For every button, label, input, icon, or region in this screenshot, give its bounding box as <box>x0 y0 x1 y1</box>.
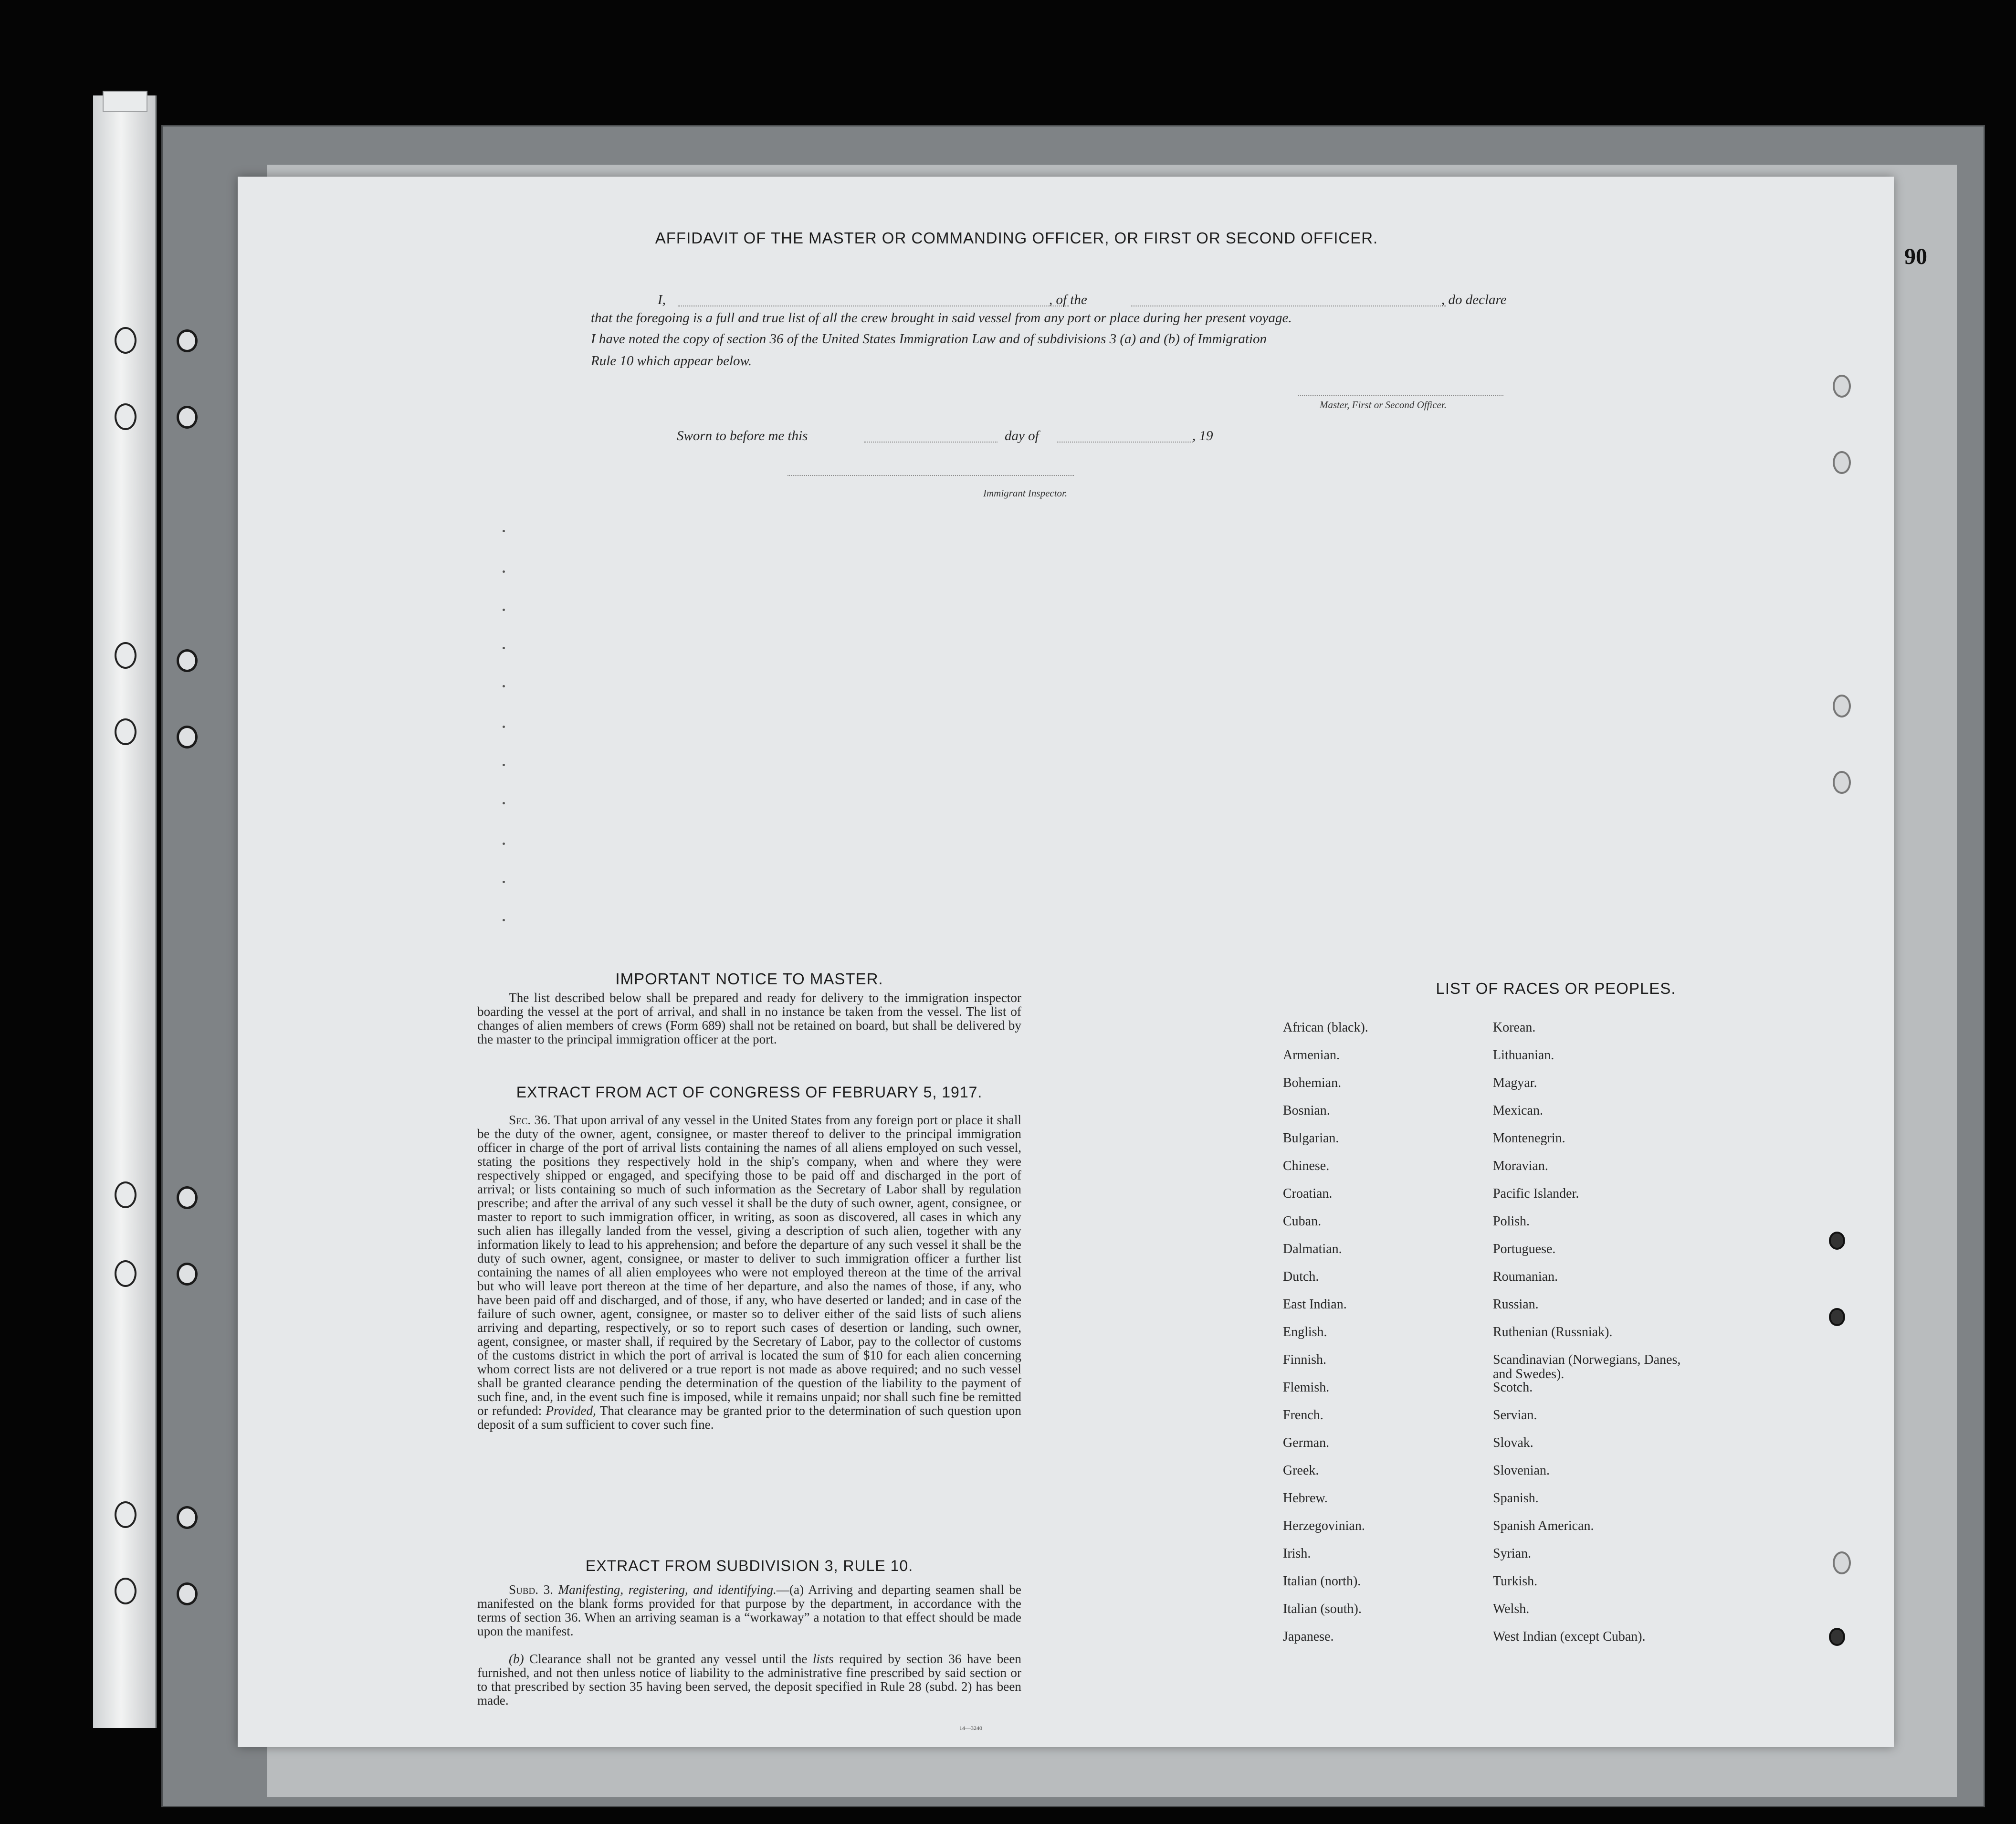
binder-hole <box>115 1501 136 1528</box>
page-edge-hole <box>1833 695 1851 717</box>
race-item: Chinese. <box>1283 1159 1330 1173</box>
race-item: Russian. <box>1493 1297 1539 1312</box>
margin-mark <box>503 647 505 649</box>
page-punch-hole <box>177 406 198 429</box>
race-item: Welsh. <box>1493 1602 1530 1616</box>
race-item: German. <box>1283 1435 1330 1450</box>
sworn-day-blank <box>864 442 998 443</box>
race-item: Cuban. <box>1283 1214 1322 1229</box>
notice-paragraph-text: The list described below shall be prepared and ready for delivery to the immigration inspector boarding the vessel at the port of arrival, and shall in no instance be taken from the vessel. The list of changes of alien members of crews (Form 689) shall not be retained on board, but shall be delivered by the master to the principal immigration officer at the port. <box>477 991 1021 1046</box>
extract-rule-para-b <box>477 1652 1021 1708</box>
page-punch-hole <box>177 649 198 672</box>
notice-heading: IMPORTANT NOTICE TO MASTER. <box>615 970 883 988</box>
provided-word: Provided, <box>546 1403 596 1418</box>
para-b-text-1: Clearance shall not be granted any vessel until the <box>529 1652 808 1666</box>
page-punch-hole <box>177 1186 198 1209</box>
notice-paragraph <box>477 991 1021 1046</box>
races-column-2 <box>1493 1021 1684 1657</box>
page-punch-hole <box>177 1263 198 1286</box>
race-item: Mexican. <box>1493 1103 1543 1118</box>
margin-mark <box>503 726 505 728</box>
race-item: Syrian. <box>1493 1546 1532 1561</box>
inspector-caption: Immigrant Inspector. <box>983 487 1068 499</box>
para-b-text-2: required by section 36 have been furnished, and not then unless notice of liability to the administrative fine prescribed by said section or to that prescribed by section 35 having been served, the deposit specified in Rule 28 (subd. 2) has been made. <box>477 1652 1022 1708</box>
race-item: Servian. <box>1493 1408 1537 1423</box>
race-item: Korean. <box>1493 1020 1536 1035</box>
para-b-label: (b) <box>509 1652 524 1666</box>
race-item: Finnish. <box>1283 1352 1327 1367</box>
section-36-text: That upon arrival of any vessel in the United States from any foreign port or place it shall be the duty of the owner, agent, consignee, or master thereof to deliver to the principal immigration officer in charge of the port of arrival lists containing the names of all aliens employed on such vessel, stating the positions they respectively hold in the ship's company, when and where they were respectively shipped or engaged, and specifying those to be paid off and discharged in the port of arrival; or lists containing so much of such information as the Secretary of Labor shall by regulation prescribe; and after the arrival of any such vessel it shall be the duty of such owner, agent, consignee, or master to report to such immigration officer, in writing, as soon as discovered, all cases in which any such alien has illegally landed from the vessel, giving a description of such alien, together with any information likely to lead to his apprehension; and before the departure of any such vessel it shall be the duty of such owner, agent, consignee, or master to deliver to such immigration officer a further list containing the names of all alien employees who were not employed thereon at the time of the arrival but who will leave port thereon at the time of her departure, and also the names of those, if any, who have been paid off and discharged, and of those, if any, who have deserted or landed; and in case of the failure of such owner, agent, consignee, or master so to deliver either of the said lists of such aliens arriving and departing, respectively, or so to report such cases of desertion or landing, such owner, agent, consignee, or master shall, if required by the Secretary of Labor, pay to the collector of customs of the customs district in which the port of arrival is located the sum of $10 for each alien concerning whom correct lists are not delivered or a true report is not made as above required; and no such vessel shall be granted clearance pending the determination of the question of the liability to the payment of such fine, and, in the event such fine is imposed, while it remains unpaid; nor shall such fine be remitted or refunded: <box>477 1113 1021 1418</box>
race-item: Polish. <box>1493 1214 1530 1229</box>
race-item: Bulgarian. <box>1283 1131 1339 1146</box>
race-item: Turkish. <box>1493 1574 1538 1589</box>
race-item: Ruthenian (Russniak). <box>1493 1325 1613 1339</box>
page-edge-hole <box>1833 1551 1851 1574</box>
page-edge-hole <box>1829 1308 1845 1326</box>
race-item: Dutch. <box>1283 1269 1319 1284</box>
binder-hole <box>115 403 136 430</box>
page-punch-hole <box>177 329 198 352</box>
race-item: Irish. <box>1283 1546 1311 1561</box>
margin-mark <box>503 843 505 845</box>
page-edge-hole <box>1833 451 1851 474</box>
subdivision-label: Subd. 3. <box>509 1582 553 1597</box>
race-item: Lithuanian. <box>1493 1048 1554 1063</box>
race-item: Bohemian. <box>1283 1075 1342 1090</box>
race-item: Armenian. <box>1283 1048 1340 1063</box>
race-item: Spanish American. <box>1493 1518 1594 1533</box>
race-item: African (black). <box>1283 1020 1368 1035</box>
race-item: English. <box>1283 1325 1327 1339</box>
race-item: Slovak. <box>1493 1435 1533 1450</box>
page-punch-hole <box>177 1582 198 1605</box>
sworn-text: Sworn to before me this <box>677 428 808 443</box>
affidavit-do-declare: , do declare <box>1441 292 1507 307</box>
race-item: Portuguese. <box>1493 1242 1556 1256</box>
race-item: Moravian. <box>1493 1159 1548 1173</box>
binder-hole <box>115 1578 136 1604</box>
affidavit-title: AFFIDAVIT OF THE MASTER OR COMMANDING OFFICER, OR FIRST OR SECOND OFFICER. <box>655 229 1378 247</box>
page-edge-hole <box>1833 771 1851 794</box>
affidavit-of-the: , of the <box>1049 292 1087 307</box>
margin-mark <box>503 570 505 573</box>
races-title: LIST OF RACES OR PEOPLES. <box>1436 980 1676 997</box>
race-item: Italian (south). <box>1283 1602 1362 1616</box>
master-signature-caption: Master, First or Second Officer. <box>1320 399 1447 411</box>
sworn-month-blank <box>1057 442 1193 443</box>
page-punch-hole <box>177 726 198 749</box>
master-signature-blank <box>1298 395 1503 396</box>
binder-tab <box>103 91 147 112</box>
extract-rule-para-a <box>477 1583 1021 1638</box>
extract-act-heading: EXTRACT FROM ACT OF CONGRESS OF FEBRUARY 5, 1917. <box>516 1084 983 1101</box>
race-item: West Indian (except Cuban). <box>1493 1629 1646 1644</box>
binder-hole <box>115 327 136 354</box>
inspector-signature-blank <box>788 475 1074 476</box>
margin-mark <box>503 802 505 804</box>
race-item: Croatian. <box>1283 1186 1333 1201</box>
race-item: Italian (north). <box>1283 1574 1361 1589</box>
race-item: French. <box>1283 1408 1323 1423</box>
race-item: Montenegrin. <box>1493 1131 1565 1146</box>
margin-mark <box>503 881 505 883</box>
race-item: Scotch. <box>1493 1380 1533 1395</box>
race-item: Slovenian. <box>1493 1463 1550 1478</box>
margin-mark <box>503 609 505 611</box>
page-edge-hole <box>1829 1232 1845 1250</box>
subdivision-title: Manifesting, registering, and identifying. <box>558 1582 777 1597</box>
binder-hole <box>115 642 136 669</box>
race-item: Hebrew. <box>1283 1491 1328 1506</box>
margin-mark <box>503 764 505 766</box>
binder-hole <box>115 718 136 745</box>
race-item: Pacific Islander. <box>1493 1186 1579 1201</box>
page-edge-hole <box>1829 1628 1845 1646</box>
subdivision-para-a-text: —(a) Arriving and departing seamen shall be manifested on the blank forms provided for that purpose by the department, in accordance with the terms of section 36. When an arriving seaman is a “workaway” a notation to that effect should be made upon the manifest. <box>477 1582 1021 1638</box>
binder-hole <box>115 1260 136 1287</box>
affidavit-line-3: I have noted the copy of section 36 of the United States Immigration Law and of subdivisions 3 (a) and (b) of Immigration <box>591 331 1267 347</box>
affidavit-line-4: Rule 10 which appear below. <box>591 353 752 369</box>
para-b-lists-word: lists <box>812 1652 834 1666</box>
page-number: 90 <box>1904 244 1927 269</box>
page-edge-hole <box>1833 375 1851 398</box>
race-item: Greek. <box>1283 1463 1319 1478</box>
affidavit-line-2: that the foregoing is a full and true list of all the crew brought in said vessel from any port or place during her present voyage. <box>591 310 1292 326</box>
race-item: Magyar. <box>1493 1075 1537 1090</box>
race-item: Roumanian. <box>1493 1269 1558 1284</box>
race-item: Flemish. <box>1283 1380 1330 1395</box>
sworn-year: , 19 <box>1192 428 1213 443</box>
section-36-label: Sec. 36. <box>509 1113 551 1127</box>
race-item: Scandinavian (Norwegians, Danes, and Swedes). <box>1493 1352 1681 1381</box>
race-item: East Indian. <box>1283 1297 1347 1312</box>
page-punch-hole <box>177 1506 198 1529</box>
section-36-text-end: That clearance may be granted prior to the determination of such question upon deposit of a sum sufficient to cover such fine. <box>477 1403 1021 1432</box>
race-item: Dalmatian. <box>1283 1242 1342 1256</box>
affidavit-i: I, <box>658 292 666 307</box>
race-item: Spanish. <box>1493 1491 1539 1506</box>
races-column-1 <box>1283 1021 1368 1657</box>
margin-mark <box>503 919 505 921</box>
form-number: 14—3240 <box>959 1725 982 1731</box>
extract-rule-heading: EXTRACT FROM SUBDIVISION 3, RULE 10. <box>585 1557 914 1574</box>
race-item: Herzegovinian. <box>1283 1518 1365 1533</box>
race-item: Japanese. <box>1283 1629 1334 1644</box>
race-item: Bosnian. <box>1283 1103 1330 1118</box>
margin-mark <box>503 530 505 532</box>
margin-mark <box>503 685 505 687</box>
extract-act-body <box>477 1113 1021 1432</box>
sworn-day-of: day of <box>1005 428 1039 443</box>
binder-hole <box>115 1181 136 1208</box>
